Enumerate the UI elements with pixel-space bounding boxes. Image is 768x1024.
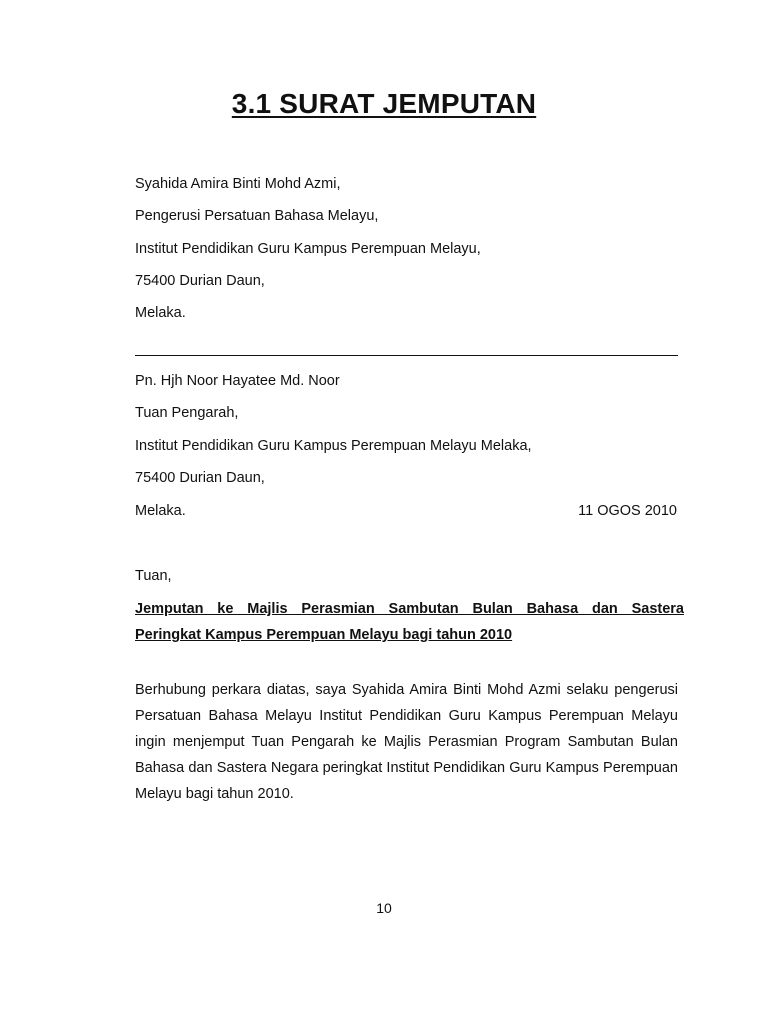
recipient-position: Tuan Pengarah,: [135, 405, 239, 421]
body-paragraph: Berhubung perkara diatas, saya Syahida Amira Binti Mohd Azmi selaku pengerusi Persatuan Bahasa Melayu Institut Pendidikan Guru Kampus Perempuan Melayu ingin menjemput Tuan Pengarah ke Majlis Perasmian Program Sambutan Bulan Bahasa dan Sastera Negara peringkat Institut Pendidikan Guru Kampus Perempuan Melayu bagi tahun 2010.: [135, 682, 678, 802]
sender-state: Melaka.: [135, 305, 186, 321]
page-number: 10: [376, 900, 392, 916]
sender-postcode-city: 75400 Durian Daun,: [135, 273, 265, 289]
sender-name: Syahida Amira Binti Mohd Azmi,: [135, 176, 341, 192]
recipient-postcode-city: 75400 Durian Daun,: [135, 470, 265, 486]
recipient-institution: Institut Pendidikan Guru Kampus Perempuan Melayu Melaka,: [135, 438, 532, 454]
subject-line-2: Peringkat Kampus Perempuan Melayu bagi tahun 2010: [135, 627, 513, 643]
recipient-name: Pn. Hjh Noor Hayatee Md. Noor: [135, 373, 340, 389]
sender-position: Pengerusi Persatuan Bahasa Melayu,: [135, 208, 379, 224]
subject-line-1: Jemputan ke Majlis Perasmian Sambutan Bulan Bahasa dan Sastera: [135, 601, 684, 617]
recipient-state: Melaka.: [135, 503, 186, 519]
sender-institution: Institut Pendidikan Guru Kampus Perempuan Melayu,: [135, 241, 481, 257]
page-title: 3.1 SURAT JEMPUTAN: [231, 88, 537, 119]
address-divider: [135, 355, 678, 356]
salutation: Tuan,: [135, 568, 172, 584]
letter-date: 11 OGOS 2010: [578, 503, 677, 519]
